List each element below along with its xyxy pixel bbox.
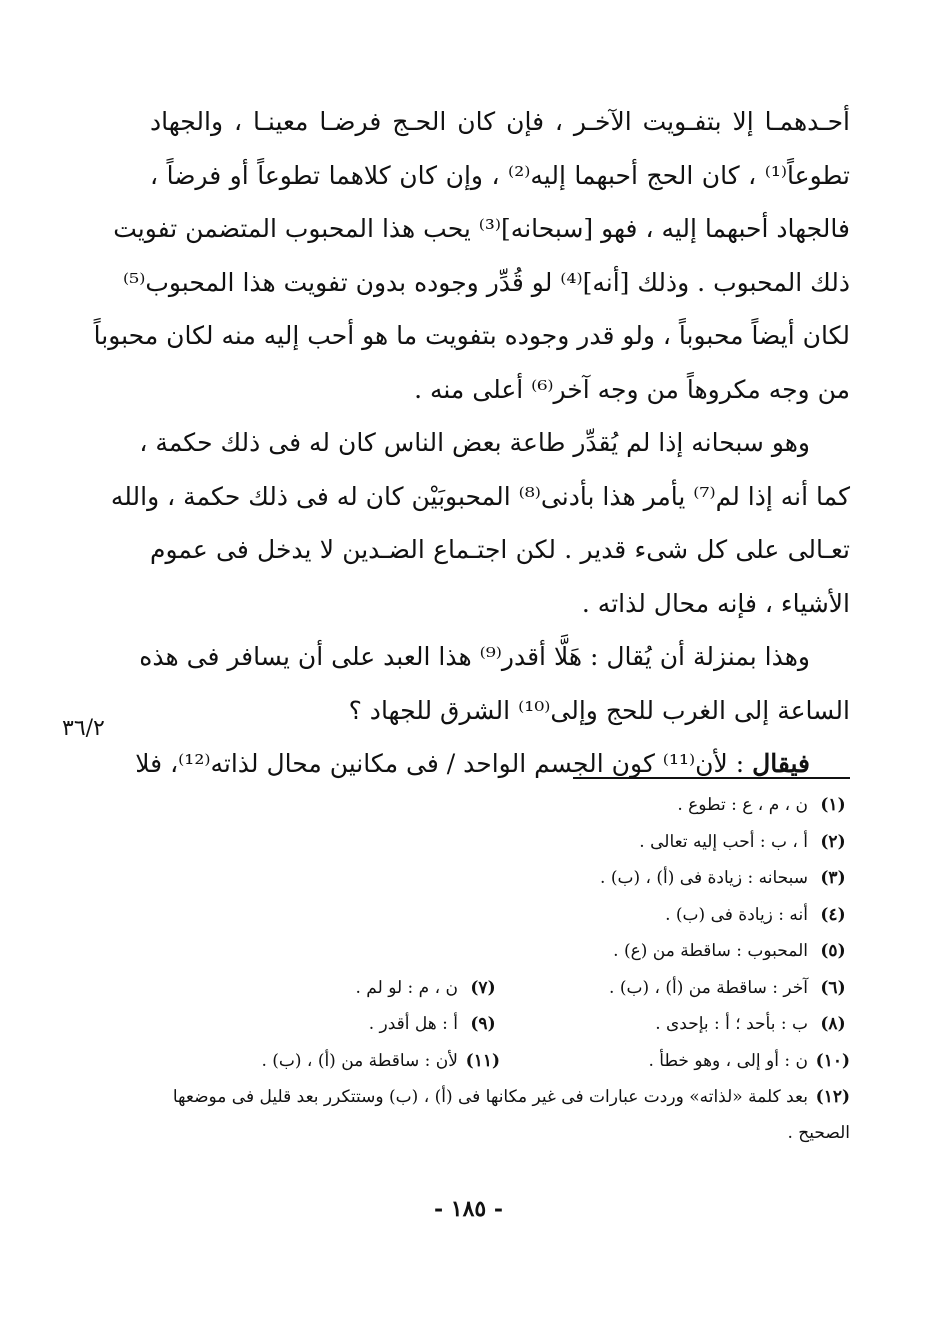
footnote-8 [505, 1006, 850, 1043]
footnote-number: (٤) [820, 904, 846, 925]
footnote-row [150, 897, 850, 934]
footnote-5 [505, 933, 850, 970]
margin-reference: ٣٦/٢ [62, 716, 105, 741]
footnote-text: سبحانه : زيادة فى (أ) ، (ب) . [600, 868, 808, 888]
footnote-number: (٣) [820, 868, 846, 888]
footnote-3 [505, 860, 850, 897]
text-line: كما أنه إذا لم⁽⁷⁾ يأمر هذا بأدنى⁽⁸⁾ المحبوبَيْن كان له فى ذلك حكمة ، والله [110, 481, 850, 511]
footnote-number: (٧) [470, 977, 496, 998]
footnote-12 [150, 1079, 850, 1151]
footnote-7 [155, 970, 500, 1007]
footnote-9 [155, 1006, 500, 1043]
text-line: أحـدهمـا إلا بتفـويت الآخـر ، فإن كان الحـج فرضـا معينـا ، والجهاد [150, 107, 850, 136]
footnote-row [150, 1006, 850, 1043]
footnote-row [150, 1079, 850, 1153]
footnotes [150, 787, 850, 1153]
footnote-number: (٨) [820, 1014, 846, 1034]
text-line: الأشياء ، فإنه محال لذاته . [581, 588, 850, 618]
footnote-11 [155, 1043, 500, 1080]
footnote-number: (٢) [820, 831, 846, 852]
page-number: - ١٨٥ - [433, 1196, 504, 1222]
footnote-10 [505, 1043, 850, 1080]
footnote-text: أ : هل أقدر . [368, 1014, 458, 1034]
footnote-text: ب : بأحد ؛ أ : بإحدى . [655, 1014, 808, 1034]
footnote-6 [505, 970, 850, 1007]
text-line: وهذا بمنزلة أن يُقال : هَلَّا أقدر⁽⁹⁾ هذا العبد على أن يسافر فى هذه [139, 642, 810, 671]
footnote-2 [505, 824, 850, 861]
footnote-text: المحبوب : ساقطة من (ع) . [613, 941, 808, 961]
main-text [93, 95, 850, 791]
text-line: فالجهاد أحبهما إليه ، فهو [سبحانه]⁽³⁾ يحب هذا المحبوب المتضمن تفويت [113, 214, 850, 243]
footnote-number: (١٢) [815, 1087, 850, 1107]
footnote-number: (١١) [465, 1050, 500, 1071]
text-line: تطوعاً⁽¹⁾ ، كان الحج أحبهما إليه⁽²⁾ ، وإن كان كلاهما تطوعاً أو فرضاً ، [150, 160, 850, 190]
footnote-number: (٦) [820, 977, 846, 998]
footnote-text: آخر : ساقطة من (أ) ، (ب) . [609, 977, 808, 998]
text-line: وهو سبحانه إذا لم يُقدِّر طاعة بعض الناس كان له فى ذلك حكمة ، [139, 428, 810, 457]
footnote-text: أنه : زيادة فى (ب) . [665, 904, 808, 925]
footnote-1 [505, 787, 850, 824]
footnote-text: أ ، ب : أحب إليه تعالى . [639, 831, 808, 852]
footnote-row [150, 787, 850, 824]
footnote-row [150, 824, 850, 861]
footnote-text: ن ، م : لو لم . [355, 977, 458, 998]
footnote-number: (١) [820, 795, 846, 815]
footnote-text: بعد كلمة «لذاته» وردت عبارات فى غير مكانها فى (أ) ، (ب) وستتكرر بعد قليل فى موضعها الصحيح . [172, 1087, 850, 1143]
text-line: من وجه مكروهاً من وجه آخر⁽⁶⁾ أعلى منه . [414, 374, 850, 404]
footnote-number: (٩) [470, 1014, 496, 1034]
text-line: الساعة إلى الغرب للحج وإلى⁽¹⁰⁾ الشرق للجهاد ؟ [348, 695, 850, 725]
footnote-text: ن ، م ، ع : تطوع . [677, 795, 808, 815]
text-line: لكان أيضاً محبوباً ، ولو قدر وجوده بتفويت ما هو أحب إليه منه لكان محبوباً [93, 321, 850, 350]
bold-lead-word: فيقال [752, 749, 810, 778]
footnote-divider [573, 777, 850, 779]
footnote-text: لأن : ساقطة من (أ) ، (ب) . [261, 1050, 458, 1071]
footnote-number: (١٠) [815, 1050, 850, 1071]
footnote-number: (٥) [820, 941, 846, 961]
footnote-row [150, 933, 850, 970]
footnote-row [150, 970, 850, 1007]
footnote-row [150, 860, 850, 897]
footnote-text: ن : أو إلى ، وهو خطأ . [648, 1050, 808, 1071]
footnote-row [150, 1043, 850, 1080]
text-line: فيقال : لأن⁽¹¹⁾ كون الجسم الواحد / فى مكانين محال لذاته⁽¹²⁾، فلا [135, 749, 810, 778]
text-line: تعـالى على كل شىء قدير . لكن اجتـماع الضـدين لا يدخل فى عموم [150, 535, 850, 564]
footnote-4 [505, 897, 850, 934]
text-line: ذلك المحبوب . وذلك [أنه]⁽⁴⁾ لو قُدِّر وجوده بدون تفويت هذا المحبوب⁽⁵⁾ [123, 267, 850, 297]
